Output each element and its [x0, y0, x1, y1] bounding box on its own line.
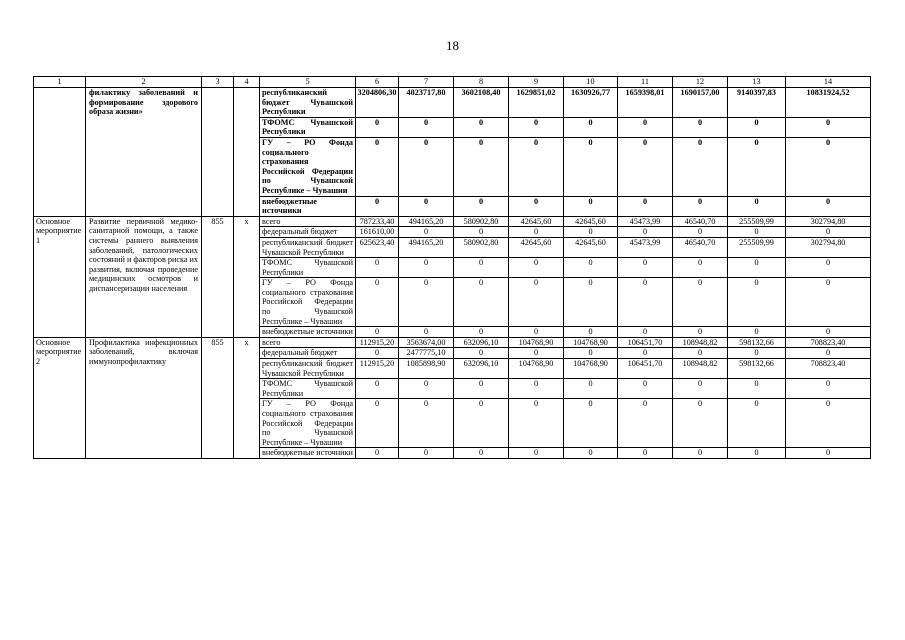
column-header: 12: [673, 77, 728, 88]
value-cell: 45473,99: [618, 216, 673, 227]
value-cell: 0: [673, 448, 728, 459]
value-cell: 46540,70: [673, 216, 728, 227]
value-cell: 1659398,01: [618, 88, 673, 118]
value-cell: 0: [728, 348, 786, 359]
value-cell: 0: [509, 278, 564, 327]
value-cell: 0: [786, 348, 871, 359]
funding-source: ГУ – РО Фонда социального страхования Российской Федерации по Чувашской Республике – Чувашии: [260, 399, 356, 448]
value-cell: 0: [618, 278, 673, 327]
value-cell: 0: [728, 137, 786, 196]
value-cell: 632096,10: [454, 337, 509, 348]
value-cell: 708823,40: [786, 337, 871, 348]
value-cell: 0: [673, 348, 728, 359]
funding-source: республиканский бюджет Чувашской Республики: [260, 237, 356, 257]
value-cell: 0: [399, 117, 454, 137]
value-cell: 0: [564, 137, 618, 196]
col4-cell: [234, 88, 260, 217]
table-row: [34, 337, 871, 348]
value-cell: 10831924,52: [786, 88, 871, 118]
col3-cell: [202, 88, 234, 217]
column-header: 4: [234, 77, 260, 88]
value-cell: 0: [618, 379, 673, 399]
value-cell: 0: [399, 227, 454, 238]
value-cell: 0: [454, 196, 509, 216]
value-cell: 0: [399, 448, 454, 459]
value-cell: 42645,60: [564, 237, 618, 257]
value-cell: 0: [564, 399, 618, 448]
value-cell: 0: [673, 327, 728, 338]
value-cell: 0: [509, 448, 564, 459]
value-cell: 42645,60: [509, 216, 564, 227]
value-cell: 302794,80: [786, 216, 871, 227]
value-cell: 0: [673, 137, 728, 196]
value-cell: 0: [564, 278, 618, 327]
value-cell: 0: [728, 258, 786, 278]
column-header: 6: [356, 77, 399, 88]
value-cell: 0: [786, 137, 871, 196]
value-cell: 0: [728, 448, 786, 459]
value-cell: 0: [509, 227, 564, 238]
value-cell: 0: [728, 327, 786, 338]
value-cell: 0: [509, 399, 564, 448]
value-cell: 0: [618, 327, 673, 338]
value-cell: 302794,80: [786, 237, 871, 257]
value-cell: 0: [786, 196, 871, 216]
value-cell: 0: [786, 399, 871, 448]
value-cell: 598132,66: [728, 359, 786, 379]
funding-source: всего: [260, 216, 356, 227]
value-cell: 104768,90: [564, 337, 618, 348]
value-cell: 708823,40: [786, 359, 871, 379]
funding-table: [33, 76, 871, 459]
event-label-cell: [34, 88, 86, 217]
value-cell: 0: [564, 196, 618, 216]
value-cell: 0: [673, 278, 728, 327]
column-header: 8: [454, 77, 509, 88]
value-cell: 0: [454, 348, 509, 359]
funding-source: республиканский бюджет Чувашской Республики: [260, 88, 356, 118]
funding-source: внебюджетные источники: [260, 327, 356, 338]
value-cell: 0: [728, 196, 786, 216]
value-cell: 108948,82: [673, 337, 728, 348]
value-cell: 0: [509, 258, 564, 278]
event-label: Основное мероприятие 2: [34, 337, 86, 458]
value-cell: 0: [399, 399, 454, 448]
value-cell: 0: [786, 379, 871, 399]
event-name: Профилактика инфекционных заболеваний, включая иммунопрофилактику: [86, 337, 202, 458]
table-row: [34, 88, 871, 118]
value-cell: 42645,60: [564, 216, 618, 227]
value-cell: 625623,40: [356, 237, 399, 257]
value-cell: 104768,90: [509, 359, 564, 379]
value-cell: 104768,90: [509, 337, 564, 348]
value-cell: 112915,20: [356, 359, 399, 379]
value-cell: 0: [356, 196, 399, 216]
event-col3: 855: [202, 216, 234, 337]
funding-source: республиканский бюджет Чувашской Республики: [260, 359, 356, 379]
value-cell: 0: [618, 196, 673, 216]
value-cell: 0: [454, 448, 509, 459]
event-name: филактику заболеваний и формирование здорового образа жизни»: [86, 88, 202, 217]
value-cell: 0: [356, 258, 399, 278]
value-cell: 0: [618, 399, 673, 448]
event-col3: 855: [202, 337, 234, 458]
value-cell: 0: [454, 137, 509, 196]
value-cell: 0: [356, 348, 399, 359]
value-cell: 255509,99: [728, 237, 786, 257]
column-header: 10: [564, 77, 618, 88]
column-header: 9: [509, 77, 564, 88]
value-cell: 0: [673, 399, 728, 448]
column-header: 2: [86, 77, 202, 88]
value-cell: 0: [618, 348, 673, 359]
value-cell: 580902,80: [454, 216, 509, 227]
value-cell: 0: [564, 258, 618, 278]
value-cell: 0: [454, 327, 509, 338]
event-col4: x: [234, 337, 260, 458]
column-header: 5: [260, 77, 356, 88]
value-cell: 0: [509, 137, 564, 196]
value-cell: 45473,99: [618, 237, 673, 257]
value-cell: 0: [399, 258, 454, 278]
value-cell: 106451,70: [618, 337, 673, 348]
value-cell: 0: [356, 379, 399, 399]
value-cell: 494165,20: [399, 237, 454, 257]
value-cell: 0: [786, 117, 871, 137]
value-cell: 0: [509, 117, 564, 137]
value-cell: 0: [673, 196, 728, 216]
value-cell: 161610,00: [356, 227, 399, 238]
value-cell: 0: [786, 327, 871, 338]
value-cell: 0: [509, 348, 564, 359]
value-cell: 0: [399, 278, 454, 327]
value-cell: 4023717,80: [399, 88, 454, 118]
value-cell: 0: [786, 258, 871, 278]
funding-source: ТФОМС Чувашской Республики: [260, 379, 356, 399]
value-cell: 0: [399, 327, 454, 338]
value-cell: 0: [618, 258, 673, 278]
value-cell: 1630926,77: [564, 88, 618, 118]
value-cell: 0: [673, 227, 728, 238]
value-cell: 0: [454, 227, 509, 238]
value-cell: 787233,40: [356, 216, 399, 227]
value-cell: 0: [786, 227, 871, 238]
value-cell: 46540,70: [673, 237, 728, 257]
value-cell: 3204806,30: [356, 88, 399, 118]
column-header: 3: [202, 77, 234, 88]
event-name: Развитие первичной медико-санитарной помощи, а также системы раннего выявления заболеваний, патологических состояний и факторов риска их развития, включая проведение медицинских осмотров и диспансеризации населения: [86, 216, 202, 337]
value-cell: 0: [564, 379, 618, 399]
column-header-row: [34, 77, 871, 88]
value-cell: 104768,90: [564, 359, 618, 379]
value-cell: 0: [454, 117, 509, 137]
column-header: 14: [786, 77, 871, 88]
value-cell: 1085898,90: [399, 359, 454, 379]
value-cell: 0: [728, 227, 786, 238]
value-cell: 632096,10: [454, 359, 509, 379]
value-cell: 0: [564, 117, 618, 137]
value-cell: 0: [618, 227, 673, 238]
value-cell: 0: [454, 399, 509, 448]
event-col4: x: [234, 216, 260, 337]
value-cell: 0: [728, 379, 786, 399]
value-cell: 0: [786, 448, 871, 459]
value-cell: 0: [399, 379, 454, 399]
value-cell: 2477775,10: [399, 348, 454, 359]
value-cell: 0: [356, 278, 399, 327]
value-cell: 112915,20: [356, 337, 399, 348]
value-cell: 0: [356, 327, 399, 338]
value-cell: 0: [618, 448, 673, 459]
column-header: 7: [399, 77, 454, 88]
value-cell: 0: [673, 379, 728, 399]
value-cell: 3563674,00: [399, 337, 454, 348]
value-cell: 9140397,83: [728, 88, 786, 118]
value-cell: 108948,82: [673, 359, 728, 379]
value-cell: 0: [728, 278, 786, 327]
value-cell: 0: [454, 258, 509, 278]
value-cell: 0: [399, 137, 454, 196]
value-cell: 0: [356, 117, 399, 137]
value-cell: 0: [564, 227, 618, 238]
funding-source: ГУ – РО Фонда социального страхования Российской Федерации по Чувашской Республике – Чувашии: [260, 137, 356, 196]
value-cell: 106451,70: [618, 359, 673, 379]
event-label: Основное мероприятие 1: [34, 216, 86, 337]
value-cell: 0: [786, 278, 871, 327]
value-cell: 0: [618, 117, 673, 137]
column-header: 11: [618, 77, 673, 88]
funding-source: ТФОМС Чувашской Республики: [260, 258, 356, 278]
funding-source: ТФОМС Чувашской Республики: [260, 117, 356, 137]
value-cell: 255509,99: [728, 216, 786, 227]
value-cell: 0: [509, 196, 564, 216]
value-cell: 0: [454, 379, 509, 399]
column-header: 13: [728, 77, 786, 88]
value-cell: 3602108,40: [454, 88, 509, 118]
value-cell: 0: [509, 327, 564, 338]
value-cell: 0: [618, 137, 673, 196]
value-cell: 0: [564, 348, 618, 359]
funding-source: внебюджетные источники: [260, 196, 356, 216]
value-cell: 598132,66: [728, 337, 786, 348]
value-cell: 0: [673, 258, 728, 278]
value-cell: 1690157,00: [673, 88, 728, 118]
value-cell: 0: [356, 137, 399, 196]
value-cell: 0: [564, 327, 618, 338]
value-cell: 1629851,02: [509, 88, 564, 118]
value-cell: 0: [454, 278, 509, 327]
value-cell: 0: [356, 448, 399, 459]
value-cell: 0: [728, 117, 786, 137]
column-header: 1: [34, 77, 86, 88]
value-cell: 0: [673, 117, 728, 137]
value-cell: 0: [356, 399, 399, 448]
table-row: [34, 216, 871, 227]
funding-source: всего: [260, 337, 356, 348]
value-cell: 0: [728, 399, 786, 448]
value-cell: 0: [509, 379, 564, 399]
page-number: 18: [446, 38, 459, 53]
funding-source: федеральный бюджет: [260, 227, 356, 238]
value-cell: 0: [399, 196, 454, 216]
funding-source: внебюджетные источники: [260, 448, 356, 459]
value-cell: 494165,20: [399, 216, 454, 227]
value-cell: 580902,80: [454, 237, 509, 257]
funding-source: федеральный бюджет: [260, 348, 356, 359]
funding-source: ГУ – РО Фонда социального страхования Российской Федерации по Чувашской Республике – Чувашии: [260, 278, 356, 327]
value-cell: 42645,60: [509, 237, 564, 257]
value-cell: 0: [564, 448, 618, 459]
